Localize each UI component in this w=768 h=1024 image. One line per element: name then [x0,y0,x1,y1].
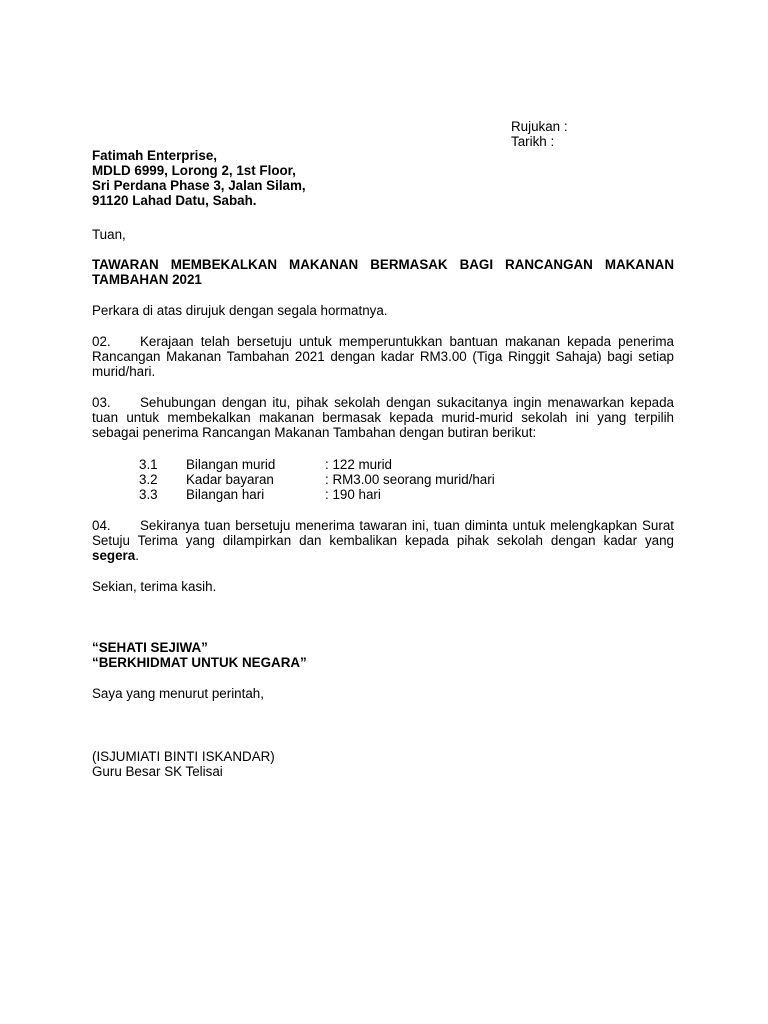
paragraph-02 [92,334,674,379]
recipient-address [92,148,306,208]
paragraph-04 [92,518,674,563]
recipient-line-2: MDLD 6999, Lorong 2, 1st Floor, [92,163,296,178]
recipient-line-3: Sri Perdana Phase 3, Jalan Silam, [92,178,306,193]
detail-value: : 190 hari [325,487,381,502]
intro-paragraph: Perkara di atas dirujuk dengan segala hormatnya. [92,303,388,318]
signatory-title: Guru Besar SK Telisai [92,764,223,779]
paragraph-04-number: 04. [92,518,111,533]
closing-line: Sekian, terima kasih. [92,579,217,594]
detail-label: Bilangan hari [186,487,265,502]
paragraph-03 [92,395,674,440]
detail-label: Bilangan murid [186,457,276,472]
recipient-line-4: 91120 Lahad Datu, Sabah. [92,193,257,208]
paragraph-02-text: Kerajaan telah bersetuju untuk memperuntukkan bantuan makanan kepada penerima Rancangan Makanan Tambahan 2021 dengan kadar RM3.00 (Tiga Ringgit Sahaja) bagi setiap murid/hari. [92,334,674,379]
details-list [139,457,495,502]
motto-line-1: “SEHATI SEJIWA” [92,640,208,655]
detail-row [139,457,495,472]
detail-row [139,487,495,502]
detail-number: 3.2 [139,472,158,487]
paragraph-04-text: Sekiranya tuan bersetuju menerima tawaran ini, tuan diminta untuk melengkapkan Surat Setuju Terima yang dilampirkan dan kembalikan kepada pihak sekolah dengan kadar yang [92,518,674,548]
signatory-name: (ISJUMIATI BINTI ISKANDAR) [92,749,275,764]
paragraph-04-emphasis: segera [92,548,136,563]
detail-value: : RM3.00 seorang murid/hari [325,472,495,487]
order-line: Saya yang menurut perintah, [92,686,264,701]
paragraph-04-end: . [135,548,139,563]
detail-number: 3.3 [139,487,158,502]
motto-line-2: “BERKHIDMAT UNTUK NEGARA” [92,655,307,670]
tarikh-label: Tarikh : [511,134,555,149]
paragraph-03-number: 03. [92,395,111,410]
detail-label: Kadar bayaran [186,472,274,487]
subject-heading: TAWARAN MEMBEKALKAN MAKANAN BERMASAK BAGI RANCANGAN MAKANAN TAMBAHAN 2021 [92,257,674,287]
detail-number: 3.1 [139,457,158,472]
salutation: Tuan, [92,227,126,242]
paragraph-02-number: 02. [92,334,111,349]
detail-value: : 122 murid [325,457,392,472]
detail-row [139,472,495,487]
rujukan-label: Rujukan : [511,119,568,134]
recipient-line-1: Fatimah Enterprise, [92,148,218,163]
paragraph-03-text: Sehubungan dengan itu, pihak sekolah dengan sukacitanya ingin menawarkan kepada tuan untuk membekalkan makanan bermasak kepada murid-murid sekolah ini yang terpilih sebagai penerima Rancangan Makanan Tambahan dengan butiran berikut: [92,395,674,440]
reference-block [511,119,671,149]
